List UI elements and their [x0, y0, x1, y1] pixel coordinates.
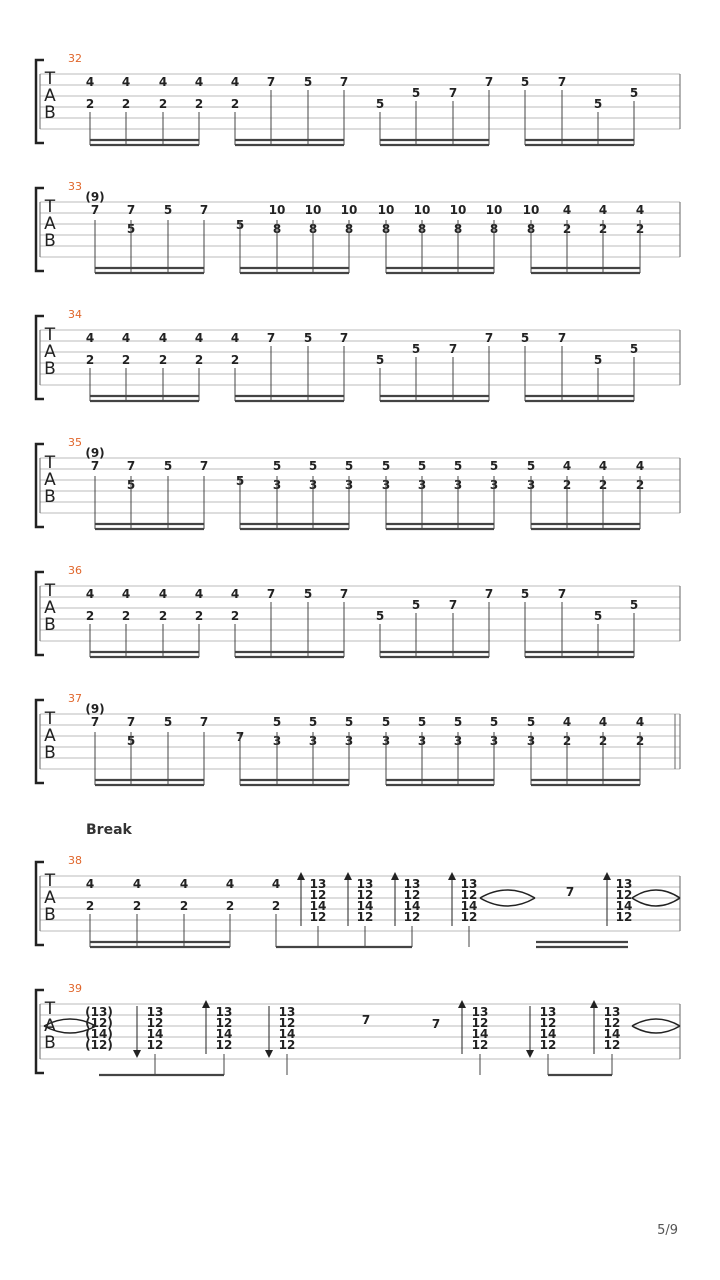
fret-number: 5 [272, 715, 282, 729]
fret-number: 5 [308, 459, 318, 473]
harmonic-fret: 12 [146, 1016, 164, 1030]
ghost-note: (9) [85, 702, 105, 716]
fret-number: 4 [230, 587, 240, 601]
fret-number: 2 [230, 609, 240, 623]
fret-number: 4 [158, 587, 168, 601]
fret-number: 4 [121, 587, 131, 601]
fret-number: 5 [303, 75, 313, 89]
fret-number: 5 [629, 342, 639, 356]
harmonic-fret: 12 [278, 1038, 296, 1052]
fret-number: 4 [85, 587, 95, 601]
fret-number: 3 [489, 478, 499, 492]
harmonic-fret: (12) [85, 1038, 113, 1052]
harmonic-fret: (13) [85, 1005, 113, 1019]
fret-number: 5 [272, 459, 282, 473]
fret-number: 2 [85, 899, 95, 913]
fret-number: 7 [484, 587, 494, 601]
fret-number: 2 [635, 222, 645, 236]
harmonic-fret: 12 [471, 1038, 489, 1052]
bar-number: 32 [68, 52, 82, 65]
harmonic-fret: 14 [603, 1027, 621, 1041]
fret-number: 2 [121, 353, 131, 367]
fret-number: 7 [339, 75, 349, 89]
fret-number: 10 [340, 203, 358, 217]
fret-number: 3 [272, 734, 282, 748]
fret-number: 2 [598, 222, 608, 236]
bar-number: 37 [68, 692, 82, 705]
fret-number: 7 [199, 203, 209, 217]
fret-number: 3 [453, 478, 463, 492]
fret-number: 4 [158, 75, 168, 89]
harmonic-fret: 14 [403, 899, 421, 913]
fret-number: 4 [598, 203, 608, 217]
fret-number: 5 [411, 598, 421, 612]
fret-number: 5 [593, 97, 603, 111]
fret-number: 3 [308, 478, 318, 492]
fret-number: 2 [158, 353, 168, 367]
eighth-rest-icon: 7 [361, 1013, 371, 1027]
tab-system-bar-39 [0, 982, 720, 1110]
tab-clef-a: A [44, 1016, 56, 1036]
harmonic-fret: 14 [278, 1027, 296, 1041]
fret-number: 7 [90, 715, 100, 729]
fret-number: 10 [304, 203, 322, 217]
fret-number: 3 [453, 734, 463, 748]
fret-number: 5 [163, 715, 173, 729]
harmonic-fret: 13 [403, 877, 421, 891]
fret-number: 8 [308, 222, 318, 236]
fret-number: 5 [593, 353, 603, 367]
fret-number: 5 [344, 715, 354, 729]
fret-number: 7 [339, 587, 349, 601]
harmonic-fret: 12 [146, 1038, 164, 1052]
fret-number: 7 [126, 203, 136, 217]
ghost-note: (9) [85, 446, 105, 460]
fret-number: 5 [526, 715, 536, 729]
harmonic-fret: 13 [146, 1005, 164, 1019]
fret-number: 7 [448, 342, 458, 356]
fret-number: 4 [562, 715, 572, 729]
tab-clef-a: A [44, 470, 56, 490]
fret-number: 3 [489, 734, 499, 748]
fret-number: 10 [485, 203, 503, 217]
fret-number: 7 [339, 331, 349, 345]
fret-number: 5 [303, 587, 313, 601]
downstroke-arrow-icon [526, 1050, 534, 1058]
harmonic-fret: 13 [539, 1005, 557, 1019]
fret-number: 7 [557, 587, 567, 601]
fret-number: 5 [235, 218, 245, 232]
downstroke-arrow-icon [133, 1050, 141, 1058]
fret-number: 4 [85, 331, 95, 345]
fret-number: 4 [271, 877, 281, 891]
fret-number: 2 [230, 97, 240, 111]
fret-number: 4 [598, 459, 608, 473]
fret-number: 5 [126, 734, 136, 748]
harmonic-fret: 13 [471, 1005, 489, 1019]
fret-number: 7 [199, 459, 209, 473]
fret-number: 5 [411, 86, 421, 100]
fret-number: 4 [562, 203, 572, 217]
fret-number: 8 [272, 222, 282, 236]
fret-number: 7 [90, 459, 100, 473]
fret-number: 5 [411, 342, 421, 356]
fret-number: 4 [230, 331, 240, 345]
harmonic-fret: 14 [309, 899, 327, 913]
fret-number: 4 [194, 75, 204, 89]
fret-number: 2 [121, 97, 131, 111]
tab-clef-t: T [44, 581, 56, 601]
tab-staff-svg [0, 52, 720, 180]
fret-number: 2 [271, 899, 281, 913]
harmonic-fret: 12 [460, 888, 478, 902]
harmonic-fret: 13 [460, 877, 478, 891]
fret-number: 10 [268, 203, 286, 217]
sixteenth-rest-icon: 7 [431, 1017, 441, 1031]
fret-number: 5 [520, 75, 530, 89]
fret-number: 7 [126, 459, 136, 473]
fret-number: 7 [90, 203, 100, 217]
fret-number: 3 [308, 734, 318, 748]
fret-number: 5 [308, 715, 318, 729]
fret-number: 10 [449, 203, 467, 217]
harmonic-fret: 14 [471, 1027, 489, 1041]
fret-number: 2 [85, 97, 95, 111]
tab-system-bar-38 [0, 854, 720, 982]
harmonic-fret: 12 [539, 1016, 557, 1030]
tab-clef-b: B [44, 1033, 56, 1053]
fret-number: 3 [381, 734, 391, 748]
fret-number: 3 [272, 478, 282, 492]
harmonic-fret: 13 [309, 877, 327, 891]
fret-number: 2 [158, 97, 168, 111]
fret-number: 5 [629, 86, 639, 100]
harmonic-fret: 12 [278, 1016, 296, 1030]
fret-number: 2 [562, 478, 572, 492]
fret-number: 2 [194, 353, 204, 367]
fret-number: 3 [417, 478, 427, 492]
fret-number: 4 [158, 331, 168, 345]
fret-number: 7 [557, 75, 567, 89]
fret-number: 4 [121, 331, 131, 345]
harmonic-fret: 12 [403, 888, 421, 902]
ghost-note: (9) [85, 190, 105, 204]
harmonic-fret: 12 [539, 1038, 557, 1052]
fret-number: 3 [526, 734, 536, 748]
fret-number: 4 [85, 75, 95, 89]
tab-clef-a: A [44, 888, 56, 908]
harmonic-fret: 12 [309, 888, 327, 902]
fret-number: 5 [453, 715, 463, 729]
harmonic-fret: 12 [603, 1016, 621, 1030]
fret-number: 5 [520, 587, 530, 601]
harmonic-fret: 14 [146, 1027, 164, 1041]
fret-number: 7 [266, 587, 276, 601]
fret-number: 8 [453, 222, 463, 236]
harmonic-fret: 12 [603, 1038, 621, 1052]
fret-number: 4 [635, 715, 645, 729]
fret-number: 3 [526, 478, 536, 492]
fret-number: 4 [562, 459, 572, 473]
tab-clef-a: A [44, 342, 56, 362]
fret-number: 5 [303, 331, 313, 345]
tab-clef-b: B [44, 231, 56, 251]
tab-staff-svg [0, 692, 720, 820]
fret-number: 5 [489, 715, 499, 729]
fret-number: 5 [453, 459, 463, 473]
harmonic-fret: 12 [615, 888, 633, 902]
fret-number: 3 [417, 734, 427, 748]
tab-staff-svg [0, 180, 720, 308]
fret-number: 7 [484, 75, 494, 89]
section-label-break: Break [86, 822, 132, 838]
fret-number: 2 [562, 222, 572, 236]
fret-number: 5 [417, 459, 427, 473]
eighth-rest-icon: 7 [565, 885, 575, 899]
fret-number: 5 [163, 459, 173, 473]
fret-number: 2 [179, 899, 189, 913]
fret-number: 4 [225, 877, 235, 891]
tab-staff-svg [0, 308, 720, 436]
tab-clef-a: A [44, 86, 56, 106]
fret-number: 4 [85, 877, 95, 891]
harmonic-fret: 13 [603, 1005, 621, 1019]
fret-number: 4 [194, 331, 204, 345]
page-number: 5/9 [657, 1223, 678, 1238]
fret-number: 5 [381, 459, 391, 473]
tab-clef-b: B [44, 103, 56, 123]
harmonic-fret: 12 [615, 910, 633, 924]
fret-number: 2 [121, 609, 131, 623]
fret-number: 5 [126, 478, 136, 492]
tab-clef-t: T [44, 69, 56, 89]
tab-clef-t: T [44, 325, 56, 345]
tab-system-bar-33 [0, 180, 720, 308]
harmonic-fret: 12 [215, 1038, 233, 1052]
tab-clef-b: B [44, 359, 56, 379]
fret-number: 7 [448, 86, 458, 100]
tab-system-bar-36 [0, 564, 720, 692]
fret-number: 4 [598, 715, 608, 729]
harmonic-fret: 12 [403, 910, 421, 924]
fret-number: 2 [635, 478, 645, 492]
fret-number: 3 [344, 734, 354, 748]
fret-number: 5 [375, 97, 385, 111]
bar-number: 38 [68, 854, 82, 867]
tab-clef-a: A [44, 214, 56, 234]
bar-number: 39 [68, 982, 82, 995]
harmonic-fret: 12 [309, 910, 327, 924]
fret-number: 4 [635, 459, 645, 473]
fret-number: 8 [526, 222, 536, 236]
fret-number: 4 [194, 587, 204, 601]
downstroke-arrow-icon [265, 1050, 273, 1058]
tab-clef-b: B [44, 905, 56, 925]
fret-number: 8 [417, 222, 427, 236]
fret-number: 5 [375, 609, 385, 623]
fret-number: 7 [126, 715, 136, 729]
fret-number: 2 [194, 97, 204, 111]
fret-number: 5 [381, 715, 391, 729]
tab-staff-svg [0, 436, 720, 564]
fret-number: 5 [489, 459, 499, 473]
fret-number: 2 [598, 478, 608, 492]
fret-number: 5 [235, 474, 245, 488]
harmonic-fret: 13 [278, 1005, 296, 1019]
harmonic-fret: (14) [85, 1027, 113, 1041]
harmonic-fret: 14 [539, 1027, 557, 1041]
harmonic-fret: 14 [460, 899, 478, 913]
fret-number: 2 [230, 353, 240, 367]
fret-number: 2 [194, 609, 204, 623]
tab-clef-t: T [44, 197, 56, 217]
fret-number: 10 [413, 203, 431, 217]
tab-clef-b: B [44, 743, 56, 763]
fret-number: 4 [635, 203, 645, 217]
fret-number: 4 [179, 877, 189, 891]
harmonic-fret: 14 [615, 899, 633, 913]
tab-clef-t: T [44, 999, 56, 1019]
harmonic-fret: 12 [471, 1016, 489, 1030]
fret-number: 8 [381, 222, 391, 236]
fret-number: 2 [225, 899, 235, 913]
fret-number: 7 [199, 715, 209, 729]
fret-number: 5 [375, 353, 385, 367]
fret-number: 5 [520, 331, 530, 345]
tab-system-bar-37 [0, 692, 720, 820]
fret-number: 3 [381, 478, 391, 492]
fret-number: 2 [598, 734, 608, 748]
harmonic-fret: 12 [356, 888, 374, 902]
harmonic-fret: (12) [85, 1016, 113, 1030]
tab-clef-t: T [44, 453, 56, 473]
harmonic-fret: 12 [356, 910, 374, 924]
bar-number: 36 [68, 564, 82, 577]
harmonic-fret: 14 [215, 1027, 233, 1041]
fret-number: 10 [377, 203, 395, 217]
fret-number: 8 [489, 222, 499, 236]
fret-number: 4 [121, 75, 131, 89]
harmonic-fret: 13 [615, 877, 633, 891]
fret-number: 7 [266, 331, 276, 345]
tab-system-bar-32 [0, 52, 720, 180]
fret-number: 8 [344, 222, 354, 236]
fret-number: 2 [158, 609, 168, 623]
fret-number: 7 [448, 598, 458, 612]
fret-number: 7 [235, 730, 245, 744]
harmonic-fret: 13 [215, 1005, 233, 1019]
fret-number: 3 [344, 478, 354, 492]
fret-number: 5 [593, 609, 603, 623]
fret-number: 5 [163, 203, 173, 217]
tab-staff-svg [0, 854, 720, 982]
bar-number: 34 [68, 308, 82, 321]
fret-number: 4 [230, 75, 240, 89]
tab-clef-t: T [44, 871, 56, 891]
harmonic-fret: 13 [356, 877, 374, 891]
fret-number: 7 [484, 331, 494, 345]
fret-number: 7 [266, 75, 276, 89]
harmonic-fret: 12 [215, 1016, 233, 1030]
fret-number: 5 [344, 459, 354, 473]
harmonic-fret: 12 [460, 910, 478, 924]
tab-clef-a: A [44, 726, 56, 746]
tab-system-bar-34 [0, 308, 720, 436]
harmonic-fret: 14 [356, 899, 374, 913]
fret-number: 2 [562, 734, 572, 748]
tab-system-bar-35 [0, 436, 720, 564]
tab-clef-b: B [44, 487, 56, 507]
fret-number: 5 [126, 222, 136, 236]
fret-number: 2 [635, 734, 645, 748]
fret-number: 4 [132, 877, 142, 891]
bar-number: 33 [68, 180, 82, 193]
tab-clef-t: T [44, 709, 56, 729]
fret-number: 2 [132, 899, 142, 913]
fret-number: 5 [629, 598, 639, 612]
tab-staff-svg [0, 564, 720, 692]
bar-number: 35 [68, 436, 82, 449]
fret-number: 2 [85, 609, 95, 623]
tab-clef-a: A [44, 598, 56, 618]
fret-number: 5 [526, 459, 536, 473]
tab-clef-b: B [44, 615, 56, 635]
fret-number: 10 [522, 203, 540, 217]
fret-number: 5 [417, 715, 427, 729]
fret-number: 2 [85, 353, 95, 367]
tab-staff-svg [0, 982, 720, 1110]
fret-number: 7 [557, 331, 567, 345]
